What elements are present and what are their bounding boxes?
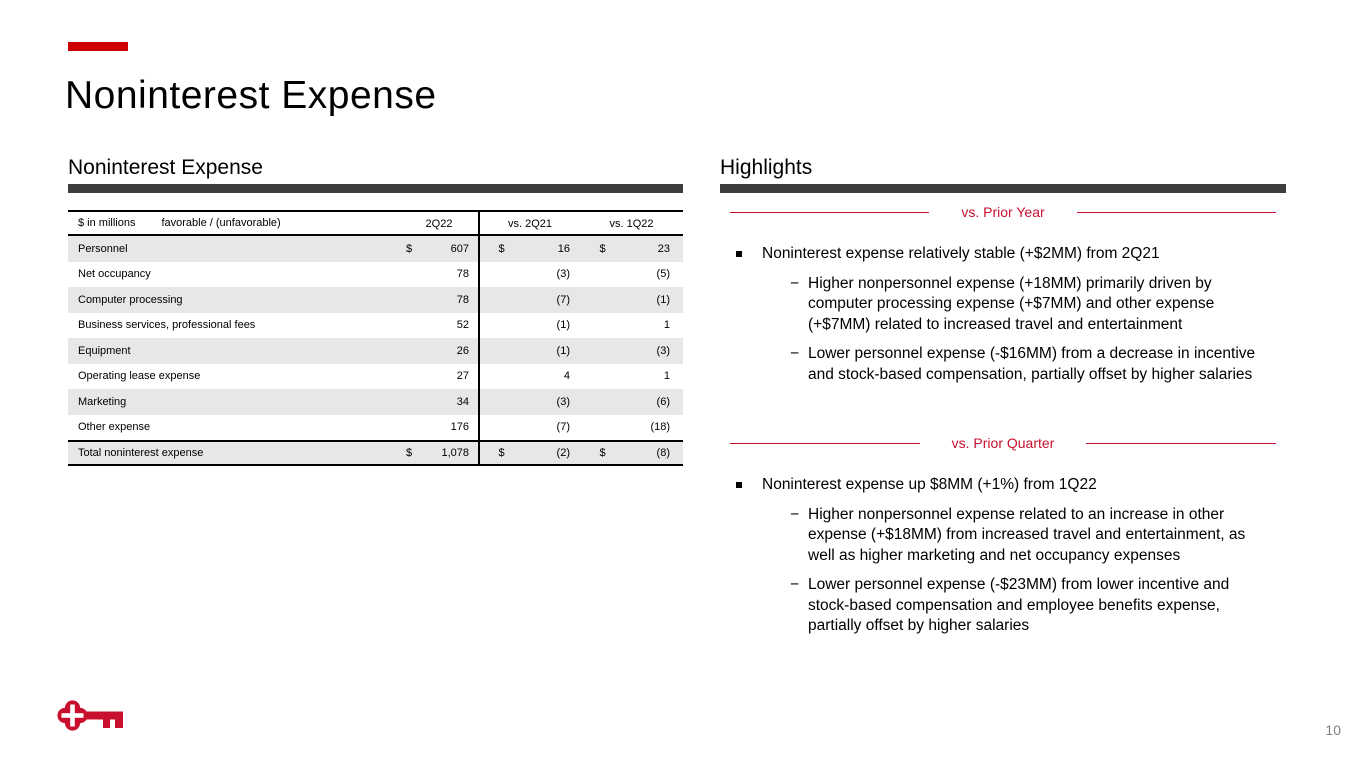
value-vs-1q22: (1): [656, 293, 670, 306]
column-header-vs-2q21: vs. 2Q21: [478, 212, 580, 234]
total-value-vs-2q21: (2): [556, 447, 570, 459]
currency-sign: $: [406, 242, 413, 255]
sub-bullet-text: Higher nonpersonnel expense related to an increase in other expense (+$18MM) from increased travel and entertainment, as well as higher marketing and net occupancy expenses: [808, 505, 1246, 564]
red-rule: [730, 212, 929, 213]
expense-table-section: [68, 156, 683, 466]
sub-bullet-item: [720, 274, 1286, 336]
sub-bullet-item: [720, 575, 1286, 637]
dash-bullet-icon: [790, 505, 808, 567]
highlights-title: Highlights: [720, 156, 813, 179]
value-vs-1q22: 1: [663, 370, 670, 383]
slide-title: Noninterest Expense: [65, 74, 437, 117]
value-2q22: 27: [456, 370, 469, 383]
bullet-item: [720, 475, 1286, 496]
vs-prior-quarter-header: [720, 435, 1286, 451]
vs-prior-year-label: vs. Prior Year: [961, 204, 1045, 220]
row-label: Business services, professional fees: [78, 319, 256, 332]
units-label: $ in millions: [78, 217, 136, 229]
value-vs-1q22: (3): [656, 344, 670, 357]
red-rule: [730, 443, 920, 444]
row-label: Equipment: [78, 344, 131, 357]
table-row: [68, 389, 683, 415]
currency-sign: [478, 415, 523, 441]
row-label: Operating lease expense: [78, 370, 201, 383]
favorability-note: favorable / (unfavorable): [161, 217, 281, 229]
value-2q22: 26: [456, 344, 469, 357]
row-label: Net occupancy: [78, 268, 151, 281]
value-vs-1q22: (18): [650, 421, 670, 434]
sub-bullet-text: Lower personnel expense (-$16MM) from a decrease in incentive and stock-based compensation, partially offset by higher salaries: [808, 345, 1256, 383]
column-header-2q22: 2Q22: [425, 218, 453, 230]
highlights-section: [720, 156, 1286, 637]
vs-prior-quarter-label: vs. Prior Quarter: [951, 435, 1055, 451]
row-label: Computer processing: [78, 293, 183, 306]
currency-sign: $: [599, 242, 606, 255]
value-vs-1q22: 23: [657, 242, 670, 255]
value-2q22: 78: [456, 293, 469, 306]
value-vs-2q21: 16: [557, 242, 570, 255]
value-2q22: 78: [456, 268, 469, 281]
value-vs-2q21: (1): [556, 344, 570, 357]
row-label: Marketing: [78, 395, 127, 408]
value-vs-2q21: (3): [556, 395, 570, 408]
value-vs-2q21: (1): [556, 319, 570, 332]
currency-sign: [478, 338, 523, 364]
currency-sign: [478, 287, 523, 313]
table-row: [68, 338, 683, 364]
dash-bullet-icon: [790, 274, 808, 336]
red-rule: [1086, 443, 1276, 444]
table-row: [68, 364, 683, 390]
dash-bullet-icon: [790, 344, 808, 385]
total-value-2q22: 1,078: [441, 447, 469, 459]
value-vs-2q21: (7): [556, 421, 570, 434]
square-bullet-icon: [736, 251, 742, 257]
currency-sign: [478, 364, 523, 390]
keybank-key-logo-icon: [57, 699, 123, 738]
total-row-label: Total noninterest expense: [78, 447, 204, 459]
vs-prior-year-header: [720, 204, 1286, 220]
table-row: [68, 415, 683, 441]
square-bullet-icon: [736, 482, 742, 488]
table-row: [68, 287, 683, 313]
table-header-row: [68, 210, 683, 236]
value-2q22: 52: [456, 319, 469, 332]
bullet-text: Noninterest expense up $8MM (+1%) from 1Q22: [762, 476, 1097, 493]
sub-bullet-text: Higher nonpersonnel expense (+18MM) primarily driven by computer processing expense (+$7MM) and other expense (+$7MM) related to increased travel and entertainment: [808, 274, 1215, 333]
highlights-divider-bar: [720, 184, 1286, 193]
currency-sign: [478, 313, 523, 339]
value-vs-2q21: (7): [556, 293, 570, 306]
value-vs-1q22: 1: [663, 319, 670, 332]
value-2q22: 34: [456, 395, 469, 408]
noninterest-expense-table: [68, 210, 683, 466]
value-vs-1q22: (6): [656, 395, 670, 408]
table-section-divider-bar: [68, 184, 683, 193]
currency-sign: [478, 262, 523, 288]
value-2q22: 176: [450, 421, 469, 434]
total-value-vs-1q22: (8): [656, 447, 670, 459]
currency-sign: $: [478, 236, 523, 262]
table-section-title: Noninterest Expense: [68, 156, 263, 179]
dash-bullet-icon: [790, 575, 808, 637]
value-vs-2q21: 4: [563, 370, 570, 383]
currency-sign: $: [478, 442, 523, 464]
accent-bar: [68, 42, 128, 51]
value-vs-1q22: (5): [656, 268, 670, 281]
table-row: [68, 236, 683, 262]
currency-sign: [478, 389, 523, 415]
currency-sign: $: [406, 447, 413, 459]
sub-bullet-item: [720, 505, 1286, 567]
sub-bullet-item: [720, 344, 1286, 385]
sub-bullet-text: Lower personnel expense (-$23MM) from lower incentive and stock-based compensation and employee benefits expense, partially offset by higher salaries: [808, 576, 1230, 634]
currency-sign: $: [599, 447, 606, 459]
row-label: Personnel: [78, 242, 128, 255]
column-header-vs-1q22: vs. 1Q22: [609, 218, 654, 230]
red-rule: [1077, 212, 1276, 213]
value-vs-2q21: (3): [556, 268, 570, 281]
page-number: 10: [1325, 722, 1341, 738]
table-row: [68, 313, 683, 339]
table-total-row: [68, 440, 683, 466]
table-header-label-cell: [68, 217, 400, 229]
bullet-text: Noninterest expense relatively stable (+$2MM) from 2Q21: [762, 245, 1160, 262]
row-label: Other expense: [78, 421, 151, 434]
bullet-item: [720, 244, 1286, 265]
table-row: [68, 262, 683, 288]
value-2q22: 607: [450, 242, 469, 255]
